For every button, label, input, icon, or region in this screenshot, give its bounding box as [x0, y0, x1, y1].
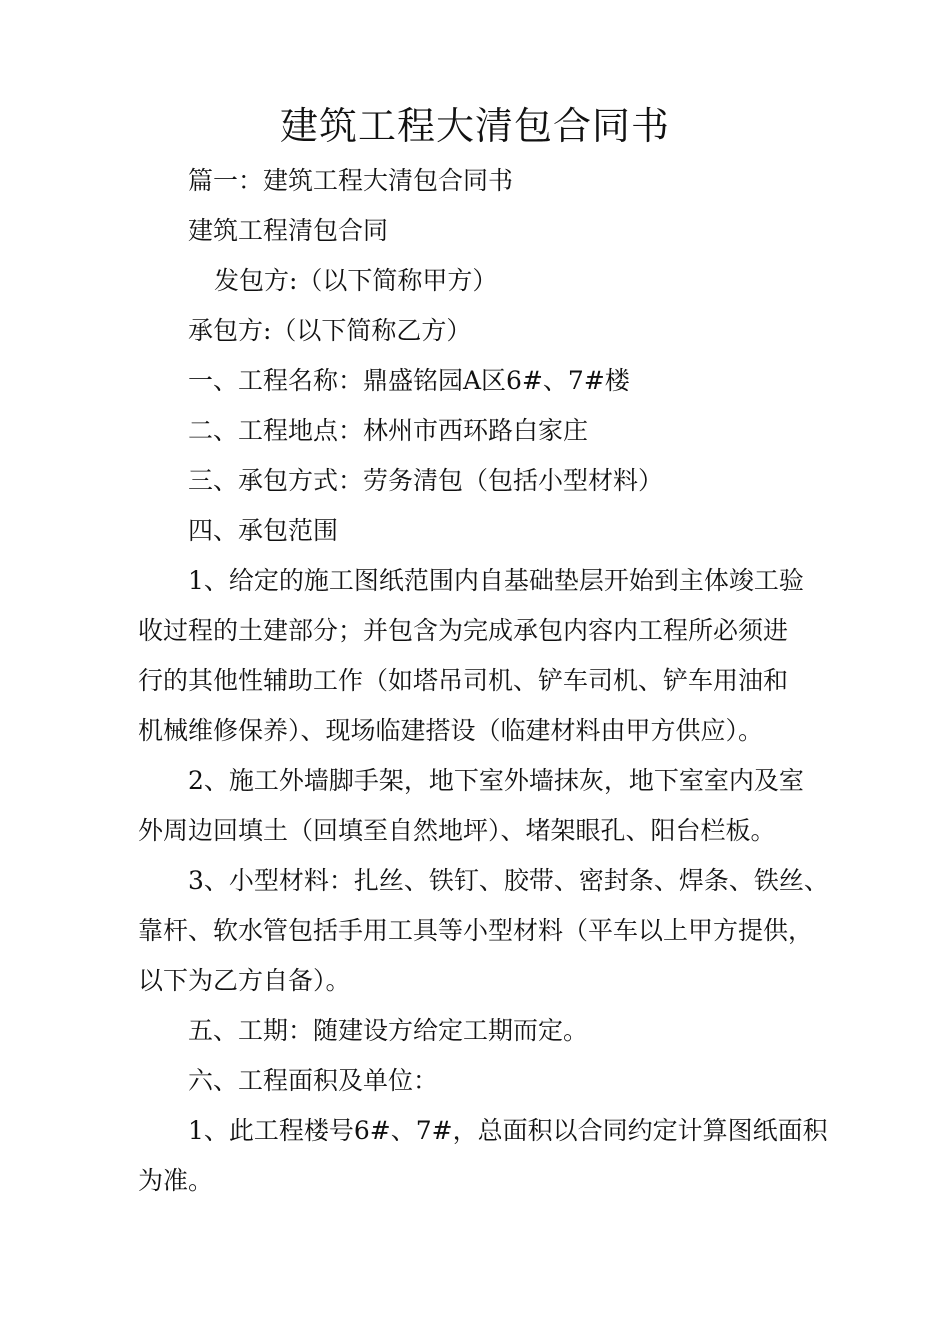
contract-name: 建筑工程清包合同 — [188, 216, 389, 245]
paragraph-line: 以下为乙方自备）。 — [138, 966, 351, 995]
section-heading: 篇一：建筑工程大清包合同书 — [188, 166, 514, 195]
project-name: 一、工程名称：鼎盛铭园A区6#、7#楼 — [188, 366, 630, 395]
paragraph-line: 外周边回填土（回填至自然地坪）、堵架眼孔、阳台栏板。 — [138, 816, 776, 845]
paragraph-line: 1、给定的施工图纸范围内自基础垫层开始到主体竣工验 — [188, 566, 804, 595]
contract-mode: 三、承包方式：劳务清包（包括小型材料） — [188, 466, 664, 495]
paragraph-line: 收过程的土建部分；并包含为完成承包内容内工程所必须进 — [138, 616, 789, 645]
party-a: 发包方:（以下简称甲方） — [214, 266, 498, 295]
area-heading: 六、工程面积及单位： — [188, 1066, 439, 1095]
scope-heading: 四、承包范围 — [188, 516, 339, 545]
schedule-line: 五、工期：随建设方给定工期而定。 — [188, 1016, 589, 1045]
paragraph-line: 2、施工外墙脚手架，地下室外墙抹灰，地下室室内及室 — [188, 766, 804, 795]
paragraph-line: 3、小型材料：扎丝、铁钉、胶带、密封条、焊条、铁丝、 — [188, 866, 829, 895]
paragraph-line: 为准。 — [138, 1166, 214, 1195]
paragraph-line: 行的其他性辅助工作（如塔吊司机、铲车司机、铲车用油和 — [138, 666, 789, 695]
project-location: 二、工程地点：林州市西环路白家庄 — [188, 416, 589, 445]
paragraph-line: 靠杆、软水管包括手用工具等小型材料（平车以上甲方提供， — [138, 916, 814, 945]
party-b: 承包方:（以下简称乙方） — [188, 316, 472, 345]
paragraph-line: 1、此工程楼号6#、7#，总面积以合同约定计算图纸面积 — [188, 1116, 828, 1145]
document-title: 建筑工程大清包合同书 — [279, 104, 670, 148]
paragraph-line: 机械维修保养）、现场临建搭设（临建材料由甲方供应）。 — [138, 716, 764, 745]
